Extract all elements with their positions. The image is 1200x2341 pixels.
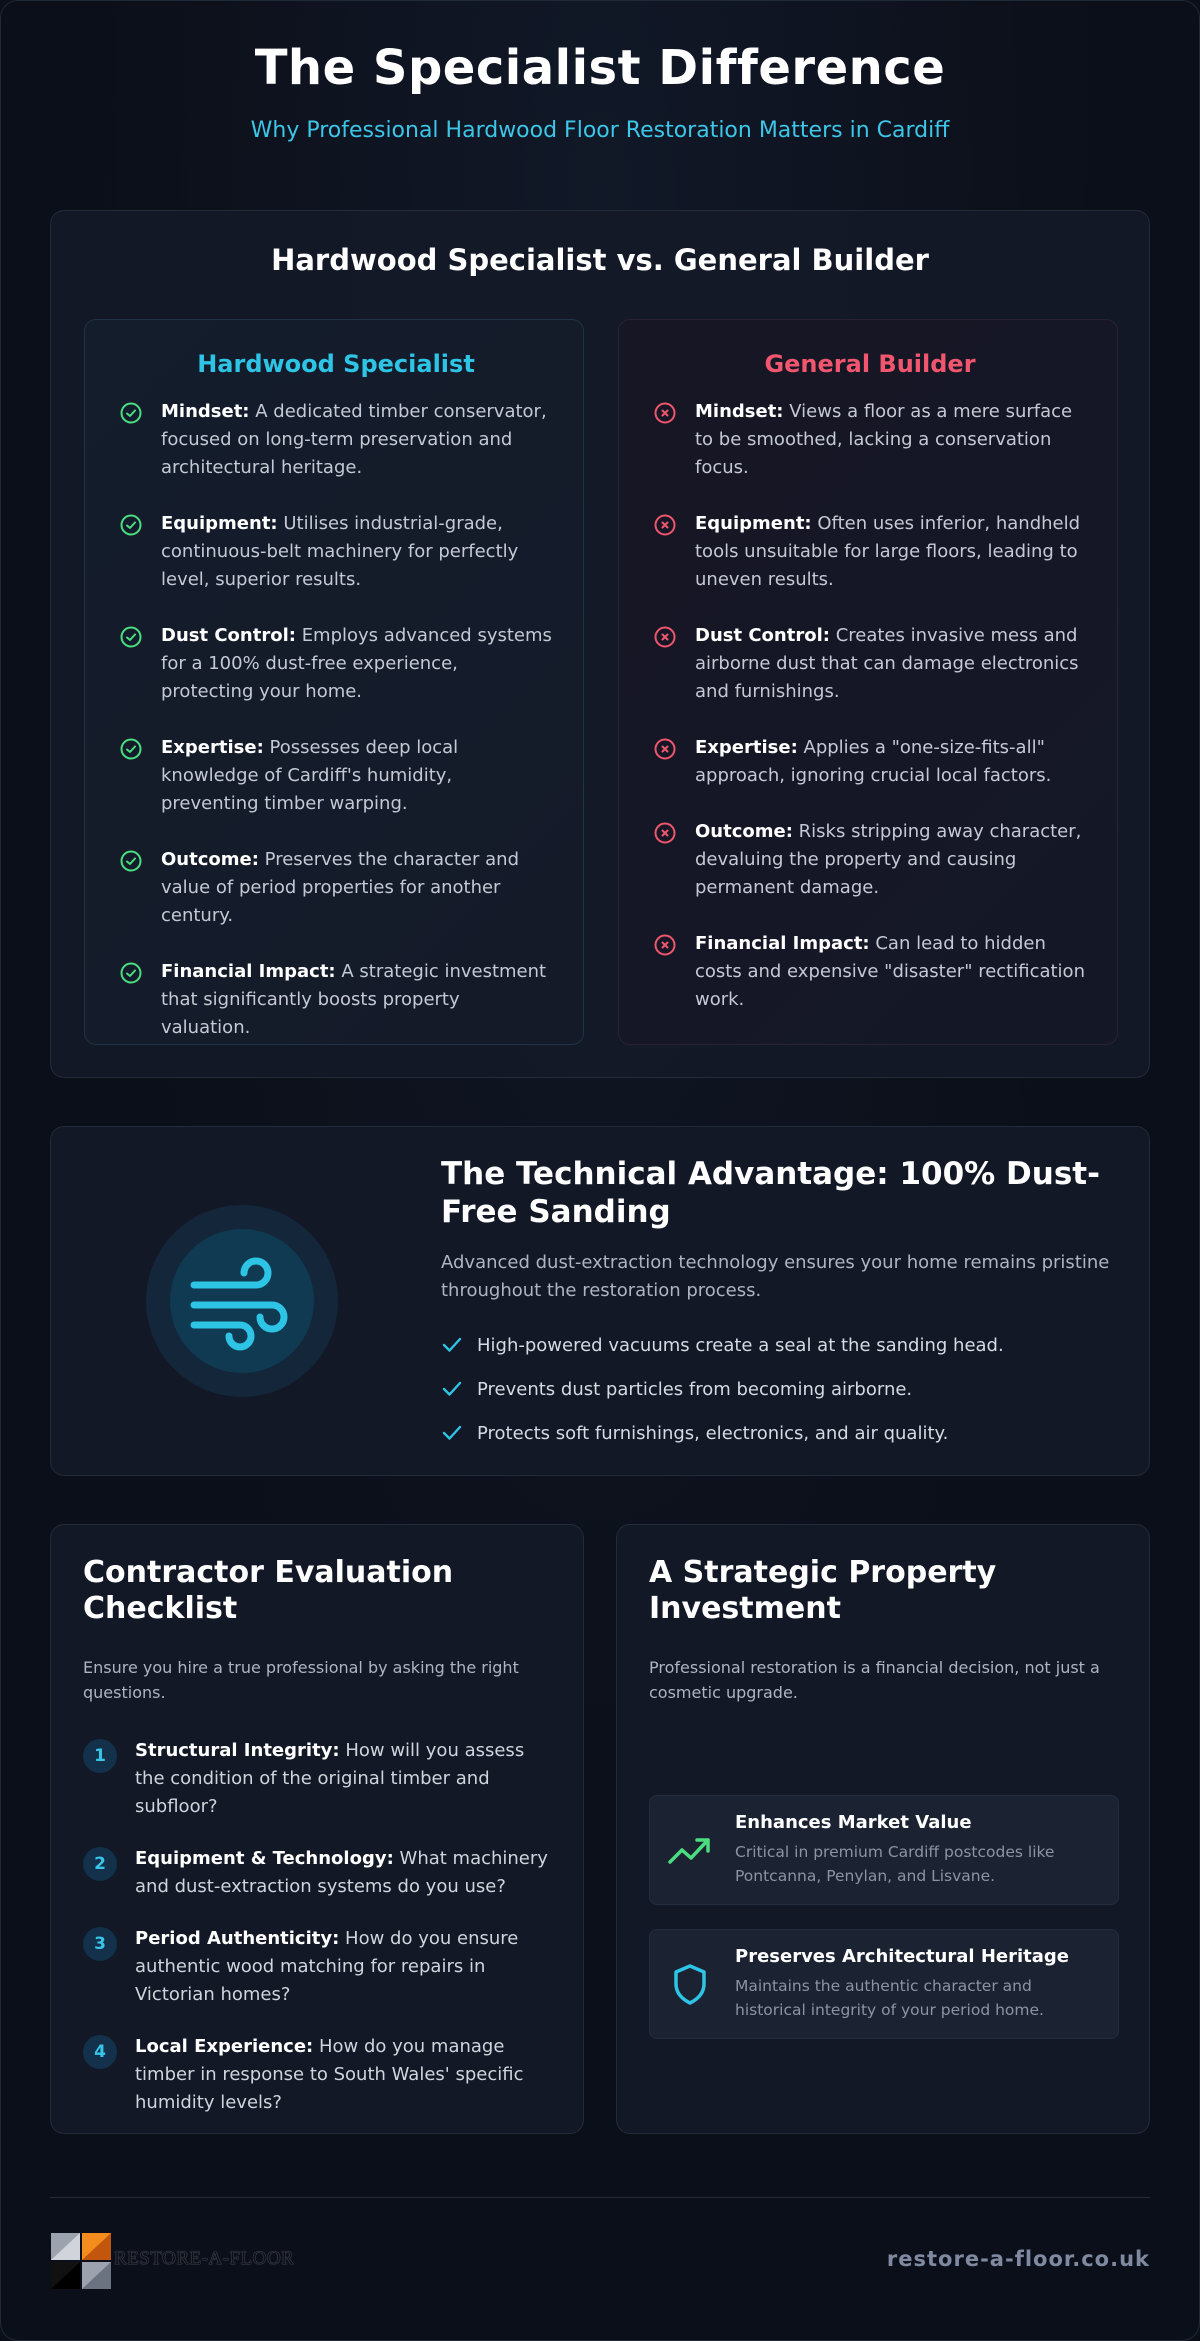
step-label: Structural Integrity: [135, 1740, 340, 1761]
step-number: 1 [83, 1739, 117, 1773]
technical-bullet [441, 1411, 1121, 1455]
item-text [695, 510, 1087, 594]
x-circle-icon [653, 401, 677, 425]
comparison-item [119, 734, 553, 818]
comparison-item [119, 622, 553, 706]
technical-bullet [441, 1367, 1121, 1411]
item-label: Financial Impact: [161, 961, 336, 982]
investment-card [616, 1524, 1150, 2134]
item-text [695, 818, 1087, 902]
item-description: A dedicated timber conservator, focused on long-term preservation and architectural heritage. [161, 401, 547, 478]
item-text [161, 622, 553, 706]
item-label: Dust Control: [695, 625, 830, 646]
feature-heritage [649, 1929, 1119, 2039]
comparison-item [653, 734, 1087, 790]
feature-title: Preserves Architectural Heritage [735, 1946, 1069, 1967]
step-label: Local Experience: [135, 2036, 314, 2057]
shield-icon [666, 1962, 714, 2006]
item-description: Applies a "one-size-fits-all" approach, ignoring crucial local factors. [695, 737, 1052, 786]
checklist-card [50, 1524, 584, 2134]
item-description: Utilises industrial-grade, continuous-belt machinery for perfectly level, superior results. [161, 513, 519, 590]
step-question: What machinery and dust-extraction systems do you use? [135, 1848, 548, 1897]
item-label: Equipment: [695, 513, 812, 534]
item-text [161, 398, 553, 482]
comparison-item [119, 846, 553, 930]
item-label: Outcome: [695, 821, 793, 842]
item-text [161, 958, 553, 1042]
x-circle-icon [653, 737, 677, 761]
check-circle-icon [119, 961, 143, 985]
comparison-item [119, 398, 553, 482]
logo-icon [50, 2232, 112, 2290]
step-number: 3 [83, 1927, 117, 1961]
x-circle-icon [653, 513, 677, 537]
comparison-item [653, 930, 1087, 1014]
item-label: Expertise: [695, 737, 798, 758]
check-icon [441, 1378, 463, 1400]
check-circle-icon [119, 401, 143, 425]
bullet-text: High-powered vacuums create a seal at the sanding head. [477, 1334, 1004, 1356]
item-description: Views a floor as a mere surface to be smoothed, lacking a conservation focus. [695, 401, 1073, 478]
feature-title: Enhances Market Value [735, 1812, 972, 1833]
step-text [135, 1737, 553, 1821]
investment-title: A Strategic Property Investment [649, 1555, 997, 1626]
item-text [161, 846, 553, 930]
comparison-item [119, 510, 553, 594]
feature-market-value [649, 1795, 1119, 1905]
technical-title: The Technical Advantage: 100% Dust-Free Sanding [441, 1156, 1100, 1230]
item-label: Outcome: [161, 849, 259, 870]
builder-column [618, 319, 1118, 1045]
comparison-item [653, 398, 1087, 482]
investment-description: Professional restoration is a financial decision, not just a cosmetic upgrade. [649, 1658, 1100, 1702]
check-circle-icon [119, 625, 143, 649]
item-description: Creates invasive mess and airborne dust that can damage electronics and furnishings. [695, 625, 1079, 702]
step-label: Period Authenticity: [135, 1928, 340, 1949]
step-label: Equipment & Technology: [135, 1848, 394, 1869]
item-description: Risks stripping away character, devaluing the property and causing permanent damage. [695, 821, 1082, 898]
step-text [135, 2033, 553, 2117]
step-question: How do you ensure authentic wood matching for repairs in Victorian homes? [135, 1928, 519, 2005]
comparison-title: Hardwood Specialist vs. General Builder [271, 243, 929, 277]
check-circle-icon [119, 849, 143, 873]
item-description: Employs advanced systems for a 100% dust-free experience, protecting your home. [161, 625, 552, 702]
item-description: A strategic investment that significantly boosts property valuation. [161, 961, 547, 1038]
item-text [695, 734, 1087, 790]
item-label: Dust Control: [161, 625, 296, 646]
item-text [695, 930, 1087, 1014]
x-circle-icon [653, 625, 677, 649]
logo-text: RESTORE-A-FLOOR [114, 2248, 295, 2269]
item-description: Possesses deep local knowledge of Cardiff's humidity, preventing timber warping. [161, 737, 459, 814]
specialist-title: Hardwood Specialist [197, 350, 475, 378]
check-icon [441, 1334, 463, 1356]
step-text [135, 1925, 553, 2009]
technical-bullets [441, 1323, 1121, 1455]
wind-icon-badge [146, 1205, 338, 1397]
checklist-step [83, 1737, 553, 1821]
feature-text: Maintains the authentic character and historical integrity of your period home. [735, 1977, 1044, 2019]
item-label: Equipment: [161, 513, 278, 534]
item-text [161, 510, 553, 594]
technical-card [50, 1126, 1150, 1476]
comparison-card [50, 210, 1150, 1078]
item-text [695, 622, 1087, 706]
item-label: Mindset: [161, 401, 250, 422]
checklist-step [83, 1845, 553, 1901]
comparison-item [653, 510, 1087, 594]
check-circle-icon [119, 513, 143, 537]
item-text [161, 734, 553, 818]
item-description: Often uses inferior, handheld tools unsuitable for large floors, leading to uneven results. [695, 513, 1081, 590]
bullet-text: Protects soft furnishings, electronics, and air quality. [477, 1422, 949, 1444]
x-circle-icon [653, 821, 677, 845]
page-subtitle: Why Professional Hardwood Floor Restoration Matters in Cardiff [250, 118, 950, 143]
checklist-title: Contractor Evaluation Checklist [83, 1555, 454, 1626]
step-text [135, 1845, 553, 1901]
page-header [0, 40, 1200, 143]
check-circle-icon [119, 737, 143, 761]
checklist-description: Ensure you hire a true professional by asking the right questions. [83, 1658, 519, 1702]
comparison-item [653, 818, 1087, 902]
item-label: Mindset: [695, 401, 784, 422]
step-number: 2 [83, 1847, 117, 1881]
bullet-text: Prevents dust particles from becoming airborne. [477, 1378, 913, 1400]
check-icon [441, 1422, 463, 1444]
builder-title: General Builder [764, 350, 976, 378]
step-question: How do you manage timber in response to South Wales' specific humidity levels? [135, 2036, 524, 2113]
specialist-column [84, 319, 584, 1045]
checklist-steps [83, 1737, 553, 2117]
item-description: Preserves the character and value of period properties for another century. [161, 849, 519, 926]
item-description: Can lead to hidden costs and expensive "disaster" rectification work. [695, 933, 1085, 1010]
technical-description: Advanced dust-extraction technology ensures your home remains pristine throughout the restoration process. [441, 1252, 1110, 1301]
trending-up-icon [666, 1828, 714, 1872]
page-title: The Specialist Difference [254, 40, 946, 96]
step-number: 4 [83, 2035, 117, 2069]
item-text [695, 398, 1087, 482]
item-label: Financial Impact: [695, 933, 870, 954]
technical-bullet [441, 1323, 1121, 1367]
wind-icon [170, 1229, 314, 1373]
checklist-step [83, 2033, 553, 2117]
item-label: Expertise: [161, 737, 264, 758]
website-link[interactable]: restore-a-floor.co.uk [886, 2247, 1150, 2271]
comparison-item [653, 622, 1087, 706]
feature-text: Critical in premium Cardiff postcodes like Pontcanna, Penylan, and Lisvane. [735, 1843, 1055, 1885]
x-circle-icon [653, 933, 677, 957]
footer-divider [50, 2197, 1150, 2198]
step-question: How will you assess the condition of the original timber and subfloor? [135, 1740, 525, 1817]
checklist-step [83, 1925, 553, 2009]
comparison-item [119, 958, 553, 1042]
